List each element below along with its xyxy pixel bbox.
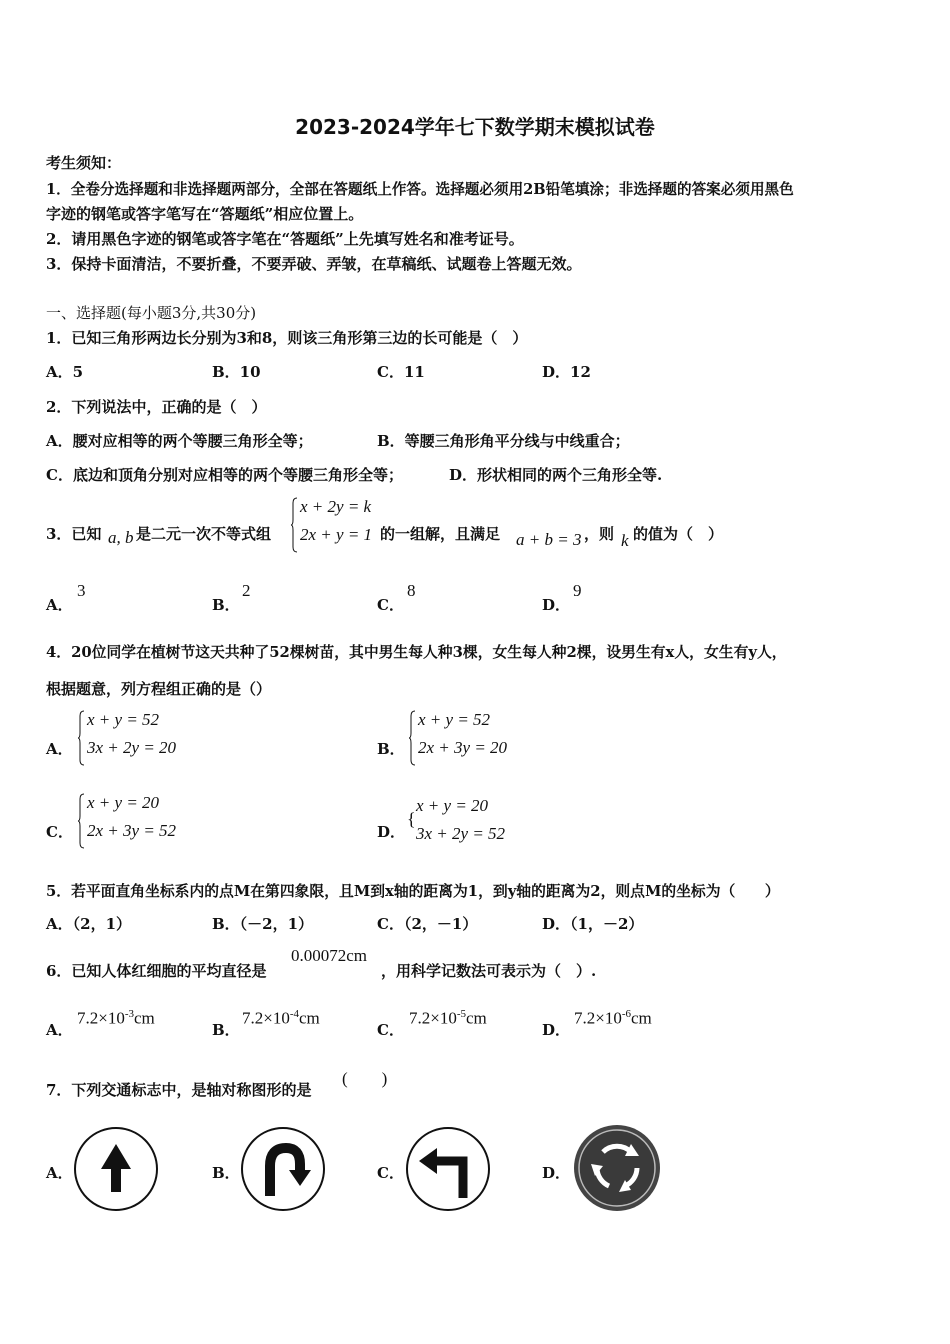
q3-mid3: ，则 <box>584 525 615 543</box>
q7-option-d-letter[interactable]: D． <box>542 1164 571 1182</box>
q5-option-a[interactable]: A．（2，1） <box>46 915 132 933</box>
question-7-stem: 7．下列交通标志中，是轴对称图形的是 <box>46 1081 312 1099</box>
q6-suffix: ，用科学记数法可表示为（ ）. <box>381 962 597 980</box>
q6-option-c-letter[interactable]: C． <box>377 1021 404 1039</box>
brace-icon <box>291 497 297 553</box>
left-turn-sign-icon[interactable] <box>405 1126 491 1212</box>
q3-k: k <box>621 531 629 550</box>
q4-d-eq1: x + y = 20 <box>416 796 489 815</box>
q4-b-eq2: 2x + 3y = 20 <box>418 738 508 757</box>
q3-mid2: 的一组解，且满足 <box>380 525 501 543</box>
q3-option-c-letter[interactable]: C． <box>377 596 404 614</box>
q6-option-b-letter[interactable]: B． <box>212 1021 240 1039</box>
question-2-stem: 2．下列说法中，正确的是（ ） <box>46 398 267 416</box>
small-brace-icon: { <box>407 809 416 829</box>
question-4-stem-1: 4．20位同学在植树节这天共种了52棵树苗，其中男生每人种3棵，女生每人种2棵，设男生有x人，女生有y人， <box>46 644 787 661</box>
notice-line-1b: 字迹的钢笔或答字笔写在“答题纸”相应位置上。 <box>46 205 364 223</box>
q5-option-c[interactable]: C．（2，－1） <box>377 915 478 933</box>
q4-c-eq2: 2x + 3y = 52 <box>87 821 177 840</box>
notice-line-1: 1．全卷分选择题和非选择题两部分，全部在答题纸上作答。选择题必须用2B铅笔填涂；非选择题的答案必须用黑色 <box>46 181 794 198</box>
q7-answer-paren: ( ) <box>342 1069 388 1088</box>
q3-system-eq1: x + 2y = k <box>300 497 372 516</box>
q1-option-b[interactable]: B．10 <box>212 363 261 381</box>
q6-option-a-letter[interactable]: A． <box>46 1021 73 1039</box>
q2-option-d[interactable]: D．形状相同的两个三角形全等. <box>449 466 663 484</box>
q2-option-b[interactable]: B．等腰三角形角平分线与中线重合； <box>377 432 630 450</box>
q4-option-c-system <box>78 793 188 849</box>
q3-end: 的值为（ ） <box>633 525 724 543</box>
brace-icon <box>409 710 415 766</box>
roundabout-sign-icon[interactable] <box>573 1124 661 1212</box>
q6-option-b-value: $7.2\times 10^{-4}cm$ <box>242 1008 320 1028</box>
q4-option-a-system <box>78 710 188 766</box>
q6-option-a-value: $7.2\times 10^{-3}cm$ <box>77 1008 155 1028</box>
q3-option-d-value: 9 <box>573 581 582 600</box>
q4-option-d-system <box>407 796 517 852</box>
q6-option-c-value: $7.2\times 10^{-5}cm$ <box>409 1008 487 1028</box>
q4-option-b-system <box>409 710 519 766</box>
q6-value: 0.00072cm <box>291 946 368 965</box>
q4-c-eq1: x + y = 20 <box>87 793 160 812</box>
section-heading: 一、选择题(每小题3分,共30分) <box>46 304 257 322</box>
notice-line-3: 3．保持卡面清洁，不要折叠，不要弄破、弄皱，在草稿纸、试题卷上答题无效。 <box>46 255 582 273</box>
q3-system-eq2: 2x + y = 1 <box>300 525 373 544</box>
q3-condition: a + b = 3 <box>516 530 582 549</box>
q3-option-d-letter[interactable]: D． <box>542 596 571 614</box>
straight-arrow-sign-icon[interactable] <box>73 1126 159 1212</box>
q6-option-d-value: $7.2\times 10^{-6}cm$ <box>574 1008 652 1028</box>
q3-mid: 是二元一次不等式组 <box>136 525 272 543</box>
q4-option-d-letter[interactable]: D． <box>377 823 406 841</box>
question-1-stem: 1．已知三角形两边长分别为3和8，则该三角形第三边的长可能是（ ） <box>46 329 528 347</box>
brace-icon <box>78 793 84 849</box>
q5-option-b[interactable]: B．（－2，1） <box>212 915 314 933</box>
q3-option-b-letter[interactable]: B． <box>212 596 240 614</box>
q6-prefix: 6．已知人体红细胞的平均直径是 <box>46 962 267 980</box>
q3-equation-system <box>291 497 381 553</box>
u-turn-sign-icon[interactable] <box>240 1126 326 1212</box>
question-4-stem-2: 根据题意，列方程组正确的是（） <box>46 680 272 698</box>
q3-option-a-value: 3 <box>77 581 86 600</box>
q3-prefix: 3．已知 <box>46 525 102 543</box>
q4-option-c-letter[interactable]: C． <box>46 823 73 841</box>
q4-b-eq1: x + y = 52 <box>418 710 491 729</box>
notice-line-2: 2．请用黑色字迹的钢笔或答字笔在“答题纸”上先填写姓名和准考证号。 <box>46 230 524 248</box>
q3-vars: a, b <box>108 528 134 547</box>
brace-icon <box>78 710 84 766</box>
q1-option-d[interactable]: D．12 <box>542 363 591 381</box>
q5-option-d[interactable]: D．（1，－2） <box>542 915 644 933</box>
q4-a-eq1: x + y = 52 <box>87 710 160 729</box>
q4-d-eq2: 3x + 2y = 52 <box>416 824 506 843</box>
q1-option-c[interactable]: C．11 <box>377 363 425 381</box>
q7-option-c-letter[interactable]: C． <box>377 1164 404 1182</box>
q7-option-b-letter[interactable]: B． <box>212 1164 240 1182</box>
q4-option-b-letter[interactable]: B． <box>377 740 405 758</box>
q4-option-a-letter[interactable]: A． <box>46 740 73 758</box>
q2-option-c[interactable]: C．底边和顶角分别对应相等的两个等腰三角形全等； <box>46 466 403 484</box>
q1-option-a[interactable]: A．5 <box>46 363 84 381</box>
q7-option-a-letter[interactable]: A． <box>46 1164 73 1182</box>
q3-option-b-value: 2 <box>242 581 251 600</box>
q6-option-d-letter[interactable]: D． <box>542 1021 571 1039</box>
notice-heading: 考生须知： <box>46 154 122 172</box>
q4-a-eq2: 3x + 2y = 20 <box>87 738 177 757</box>
q3-option-c-value: 8 <box>407 581 416 600</box>
question-5-stem: 5．若平面直角坐标系内的点M在第四象限，且M到x轴的距离为1，到y轴的距离为2，则点M的坐标为（ ） <box>46 883 780 900</box>
page-title: 2023-2024学年七下数学期末模拟试卷 <box>295 115 655 139</box>
q2-option-a[interactable]: A．腰对应相等的两个等腰三角形全等； <box>46 432 313 450</box>
q3-option-a-letter[interactable]: A． <box>46 596 73 614</box>
